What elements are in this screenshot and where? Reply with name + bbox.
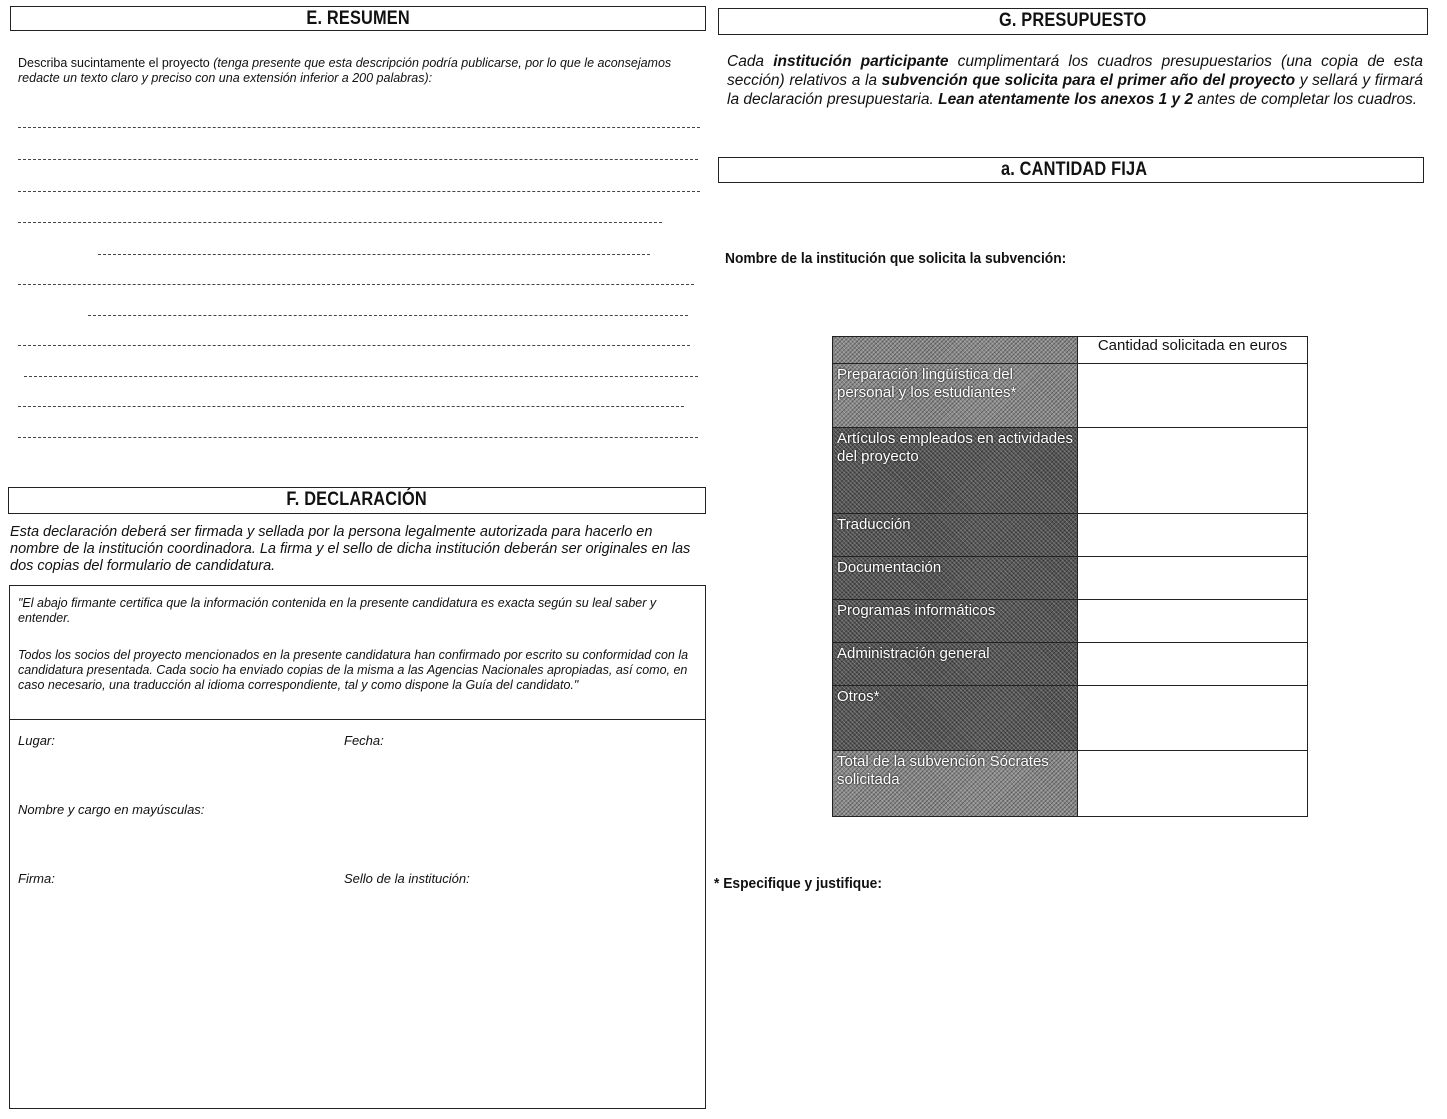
statement-paragraph-1: "El abajo firmante certifica que la información contenida en la presente candidatura es exacta según su leal saber y entender. [18, 596, 657, 625]
writing-line [18, 159, 698, 160]
row-label: Traducción [833, 514, 1078, 557]
statement-paragraph-2: Todos los socios del proyecto mencionados en la presente candidatura han confirmado por escrito su conformidad con la candidatura presentada. Cada socio ha enviado copias de la misma a las Agencias Nacionales apropiadas, así como, en caso necesario, una traducción al idioma correspondiente, tal y como dispone la Guía del candidato." [18, 648, 689, 692]
writing-line [18, 222, 662, 223]
row-label: Preparación lingüística del personal y los estudiantes* [833, 364, 1078, 428]
amount-input[interactable] [1078, 686, 1308, 751]
table-row [833, 557, 1308, 600]
table-row [833, 686, 1308, 751]
presupuesto-text-1: Cada [727, 53, 774, 70]
declaracion-statement-box [9, 585, 706, 720]
writing-line [24, 376, 698, 377]
row-label: Artículos empleados en actividades del proyecto [833, 428, 1078, 514]
nombre-cargo-field[interactable]: Nombre y cargo en mayúsculas: [18, 802, 205, 817]
firma-field[interactable]: Firma: [18, 871, 55, 886]
amount-input[interactable] [1078, 643, 1308, 686]
resumen-intro-plain: Describa sucintamente el proyecto [18, 56, 214, 70]
presupuesto-header [718, 8, 1428, 35]
declaracion-header [8, 487, 706, 514]
column-header: Cantidad solicitada en euros [1078, 337, 1308, 364]
writing-line [18, 127, 700, 128]
amount-input[interactable] [1078, 514, 1308, 557]
table-row [833, 643, 1308, 686]
row-label: Documentación [833, 557, 1078, 600]
presupuesto-text-4: antes de completar los cuadros. [1193, 91, 1418, 108]
amount-input[interactable] [1078, 751, 1308, 817]
table-corner-cell [833, 337, 1078, 364]
table-row [833, 514, 1308, 557]
writing-line [18, 345, 690, 346]
cantidad-fija-header-text: a. CANTIDAD FIJA [1001, 159, 1148, 180]
writing-line [98, 254, 650, 255]
resumen-header-text: E. RESUMEN [306, 8, 410, 29]
presupuesto-header-text: G. PRESUPUESTO [999, 10, 1147, 31]
cantidad-fija-header [718, 157, 1424, 183]
declaracion-intro: Esta declaración deberá ser firmada y sellada por la persona legalmente autorizada para hacerlo en nombre de la institución coordinadora. La firma y el sello de dicha institución deberán ser originales en las dos copias del formulario de candidatura. [10, 524, 691, 574]
table-row [833, 600, 1308, 643]
resumen-intro-italic: (tenga presente que esta descripción podría publicarse, por lo que le aconsejamos redacte un texto claro y preciso con una extensión inferior a 200 palabras): [18, 56, 672, 85]
resumen-header [10, 6, 706, 31]
especifique-footnote: * Especifique y justifique: [714, 875, 882, 892]
resumen-instructions [18, 56, 698, 86]
institucion-nombre-label[interactable]: Nombre de la institución que solicita la subvención: [725, 250, 1067, 267]
amount-input[interactable] [1078, 364, 1308, 428]
presupuesto-text-3: y sellará y firmará la declaración presupuestaria. [727, 72, 1423, 108]
row-label: Programas informáticos [833, 600, 1078, 643]
presupuesto-bold-2: subvención que solicita para el primer año del proyecto [881, 72, 1296, 89]
amount-input[interactable] [1078, 600, 1308, 643]
lugar-field[interactable]: Lugar: [18, 733, 55, 748]
budget-table [832, 336, 1308, 817]
fecha-field[interactable]: Fecha: [344, 733, 384, 748]
writing-line [18, 191, 700, 192]
table-row [833, 364, 1308, 428]
sello-field[interactable]: Sello de la institución: [344, 871, 470, 886]
row-label: Total de la subvención Sócrates solicitada [833, 751, 1078, 817]
table-row [833, 428, 1308, 514]
amount-input[interactable] [1078, 557, 1308, 600]
table-row [833, 337, 1308, 364]
row-label: Otros* [833, 686, 1078, 751]
presupuesto-bold-1: institución participante [773, 53, 949, 70]
declaracion-header-text: F. DECLARACIÓN [286, 489, 428, 510]
presupuesto-intro [727, 52, 1423, 109]
declaracion-signature-box [9, 719, 706, 1109]
writing-line [18, 437, 698, 438]
presupuesto-bold-3: Lean atentamente los anexos 1 y 2 [938, 91, 1194, 108]
row-label: Administración general [833, 643, 1078, 686]
table-row [833, 751, 1308, 817]
presupuesto-text-2: cumplimentará los cuadros presupuestarios (una copia de esta sección) relativos a la [727, 53, 1424, 89]
writing-line [18, 284, 694, 285]
amount-input[interactable] [1078, 428, 1308, 514]
writing-line [18, 406, 684, 407]
writing-line [88, 315, 688, 316]
